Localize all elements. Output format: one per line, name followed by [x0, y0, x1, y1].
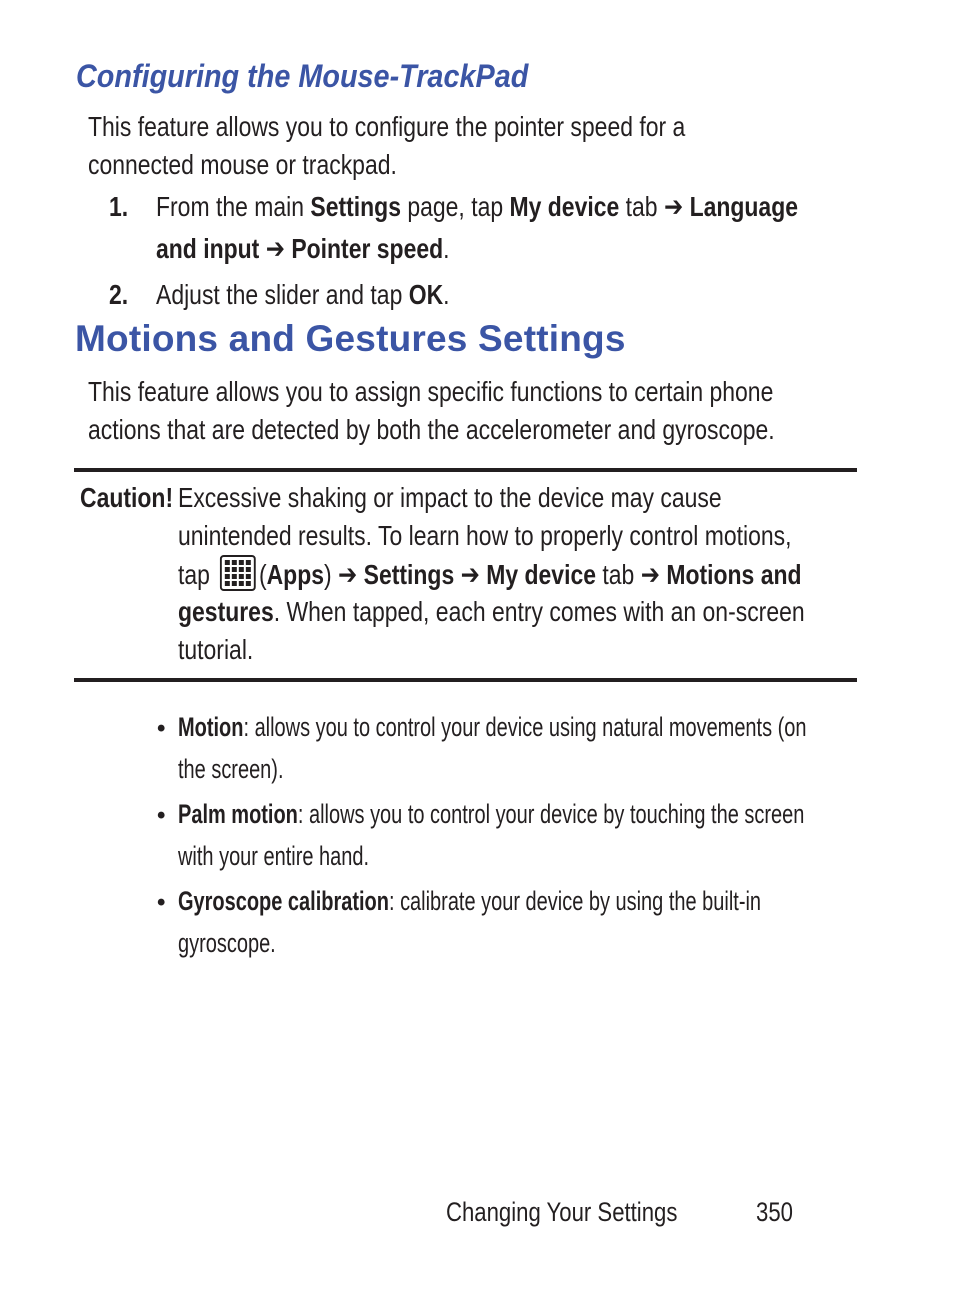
step-1	[109, 186, 132, 228]
apps-grid-icon	[220, 555, 256, 591]
list-item-text: Gyroscope calibration: calibrate your device by using the built-in gyroscope.	[178, 886, 762, 958]
settings-term: Settings	[363, 559, 455, 590]
intro-line: actions that are detected by both the accelerometer and gyroscope.	[88, 414, 775, 445]
caution-bottom-rule	[74, 678, 857, 682]
ok-term: OK	[408, 279, 444, 310]
caution-line: tap (Apps) ➔ Settings ➔ My device tab ➔ Motions and	[178, 555, 938, 594]
pointer-speed-term: Pointer speed	[291, 233, 444, 264]
motions-term: Motions and	[666, 559, 802, 590]
my-device-term: My device	[486, 559, 597, 590]
caution-line: Excessive shaking or impact to the device may cause	[178, 482, 722, 513]
settings-term: Settings	[310, 191, 401, 222]
caution-line: unintended results. To learn how to properly control motions,	[178, 520, 792, 551]
step-1-text-line1: From the main Settings page, tap My device tab ➔ Language	[156, 191, 798, 222]
list-item-text: Motion: allows you to control your device using natural movements (on the screen).	[178, 712, 807, 784]
footer-section-name: Changing Your Settings	[446, 1197, 678, 1227]
section-heading: Motions and Gestures Settings	[75, 318, 626, 359]
list-item	[157, 793, 165, 837]
caution-line: tutorial.	[178, 634, 254, 665]
section1-intro	[88, 108, 816, 184]
bullet-term: Motion	[178, 712, 244, 742]
bullet-term: Palm motion	[178, 799, 298, 829]
step-number: 2.	[109, 279, 129, 310]
intro-line: connected mouse or trackpad.	[88, 149, 397, 180]
list-item	[157, 880, 165, 924]
bullet-icon: •	[157, 802, 166, 829]
step-2-text: Adjust the slider and tap OK.	[156, 279, 450, 310]
intro-line: This feature allows you to assign specific functions to certain phone	[88, 376, 774, 407]
step-number: 1.	[109, 191, 129, 222]
and-input-term: and input	[156, 233, 260, 264]
bullet-icon: •	[157, 889, 166, 916]
caution-label-wrap	[80, 479, 194, 517]
caution-top-rule	[74, 468, 857, 472]
caution-line: gestures. When tapped, each entry comes with an on-screen	[178, 596, 805, 627]
bullet-term: Gyroscope calibration	[178, 886, 389, 916]
gestures-term: gestures	[178, 596, 274, 627]
page-number: 350	[756, 1197, 793, 1227]
my-device-term: My device	[509, 191, 620, 222]
step-2	[109, 274, 132, 316]
arrow-icon: ➔	[265, 233, 285, 264]
arrow-icon: ➔	[460, 559, 480, 590]
list-item	[157, 706, 165, 750]
arrow-icon: ➔	[663, 191, 684, 222]
arrow-icon: ➔	[338, 559, 358, 590]
arrow-icon: ➔	[640, 559, 660, 590]
section2-intro	[88, 373, 925, 449]
bullet-icon: •	[157, 715, 166, 742]
list-item-text: Palm motion: allows you to control your device by touching the screen with your entire hand.	[178, 799, 805, 871]
section-subheading: Configuring the Mouse-TrackPad	[76, 58, 529, 94]
intro-line: This feature allows you to configure the pointer speed for a	[88, 111, 686, 142]
caution-label: Caution!	[80, 482, 174, 513]
step-1-text-line2: and input ➔ Pointer speed.	[156, 233, 450, 264]
apps-term: Apps	[266, 559, 324, 590]
language-term: Language	[689, 191, 798, 222]
